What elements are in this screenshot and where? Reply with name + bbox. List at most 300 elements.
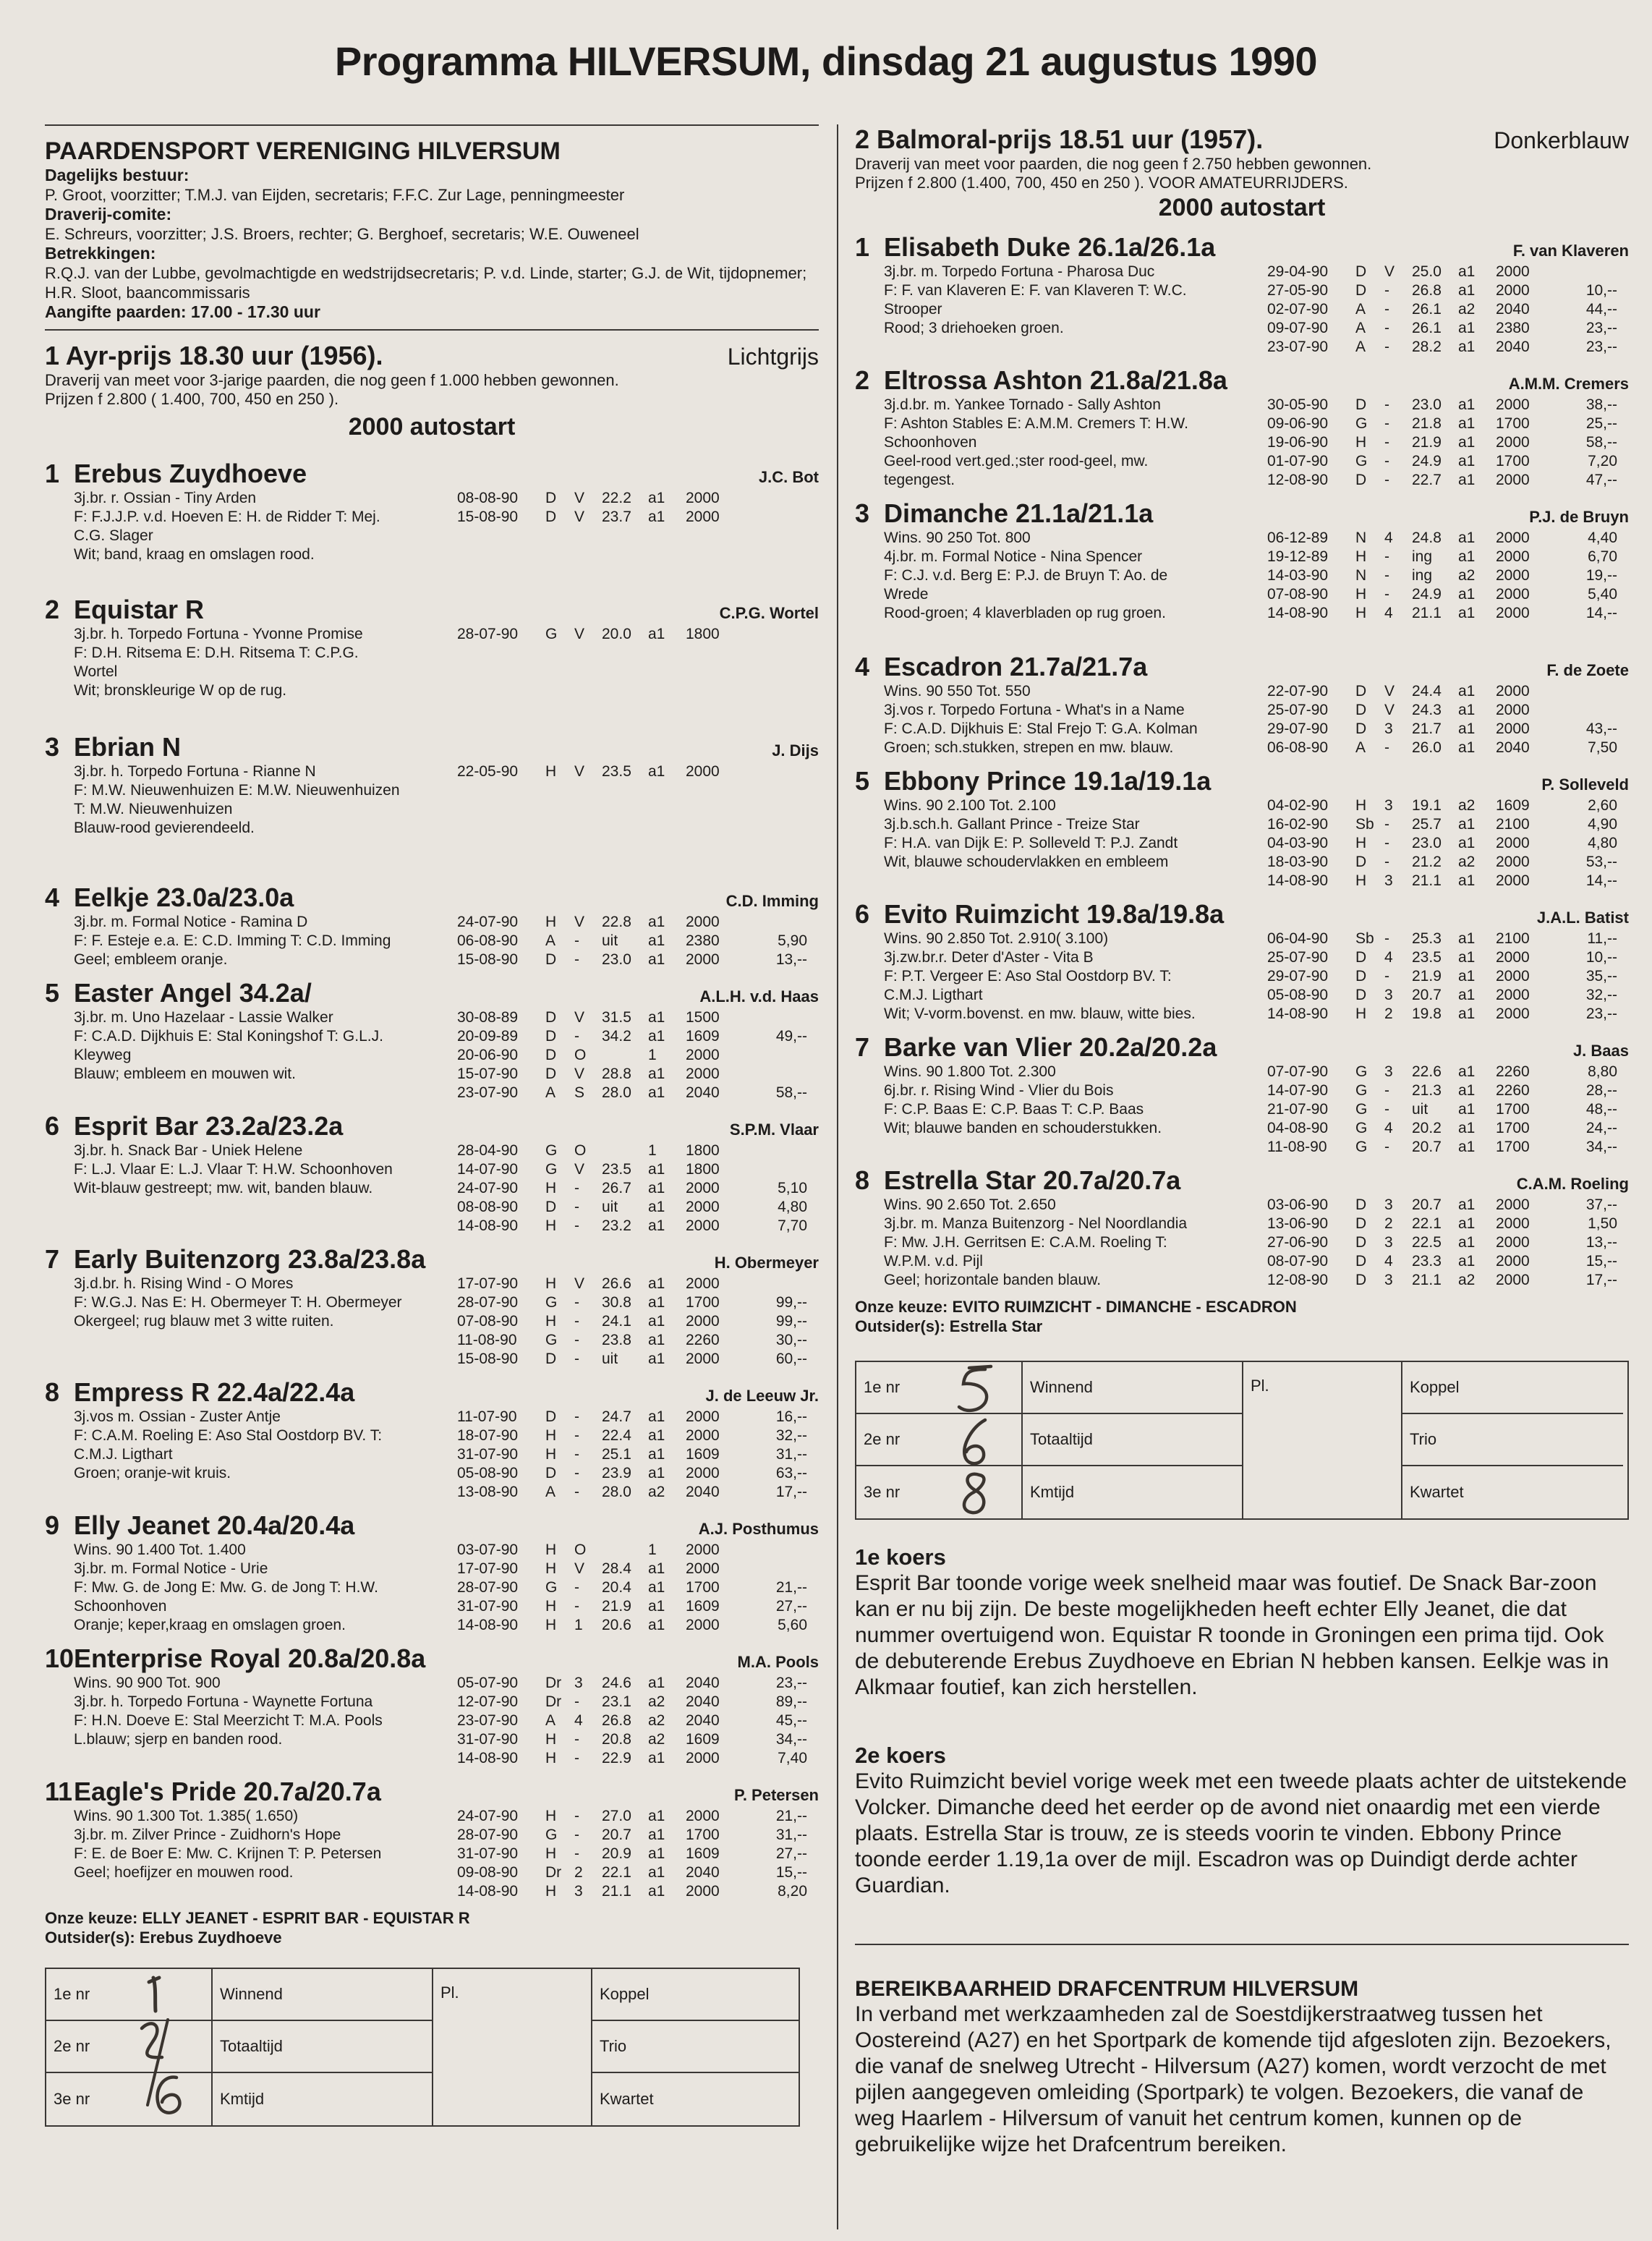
result-row <box>457 1882 819 1901</box>
horse-driver: M.A. Pools <box>737 1653 819 1671</box>
result-position: 3 <box>1384 1234 1393 1251</box>
result-prize: 4,80 <box>1588 835 1617 851</box>
result-track: D <box>1355 1215 1367 1232</box>
result-class: a1 <box>1458 720 1476 737</box>
result-time: 25.0 <box>1412 263 1442 280</box>
result-position: - <box>574 951 579 968</box>
result-track: D <box>1355 854 1367 870</box>
result-class: a1 <box>648 1598 665 1615</box>
horse-name <box>45 1777 381 1807</box>
result-track: D <box>1355 472 1367 488</box>
result-date: 31-07-90 <box>457 1845 519 1862</box>
result-row <box>457 1426 819 1445</box>
horse-header <box>45 883 819 913</box>
result-distance: 2000 <box>1496 872 1530 889</box>
result-time: 27.0 <box>602 1808 631 1824</box>
result-prize <box>742 1541 807 1560</box>
result-row <box>1267 701 1629 720</box>
result-position: V <box>574 509 585 525</box>
horse-info-line: Strooper <box>884 301 942 318</box>
result-date: 22-07-90 <box>1267 683 1329 699</box>
result-date: 12-07-90 <box>457 1693 519 1710</box>
result-track: D <box>545 1047 557 1063</box>
horse-entry <box>45 732 819 838</box>
result-row <box>1267 1100 1629 1119</box>
prediction <box>855 1297 1629 1336</box>
result-class: a1 <box>648 1446 665 1463</box>
horse-body <box>45 1408 819 1502</box>
result-date: 31-07-90 <box>457 1446 519 1463</box>
result-prize: 4,90 <box>1588 816 1617 833</box>
result-track: N <box>1355 567 1367 584</box>
result-prize: 11,-- <box>1587 930 1617 947</box>
result-class: a1 <box>1458 415 1476 432</box>
result-prize: 16,-- <box>775 1408 807 1425</box>
horse-info-line: Schoonhoven <box>884 434 977 451</box>
result-row <box>457 913 819 932</box>
result-class: 1 <box>648 1047 657 1063</box>
result-time: 22.6 <box>1412 1063 1442 1080</box>
horse-info <box>45 489 457 564</box>
result-track: G <box>1355 453 1368 469</box>
result-distance: 2000 <box>686 1408 720 1425</box>
race-1 <box>45 341 819 2127</box>
bet-row-label: 1e nr <box>46 1969 213 2021</box>
result-class: a1 <box>648 1313 665 1330</box>
horse-info-line: F: C.A.D. Dijkhuis E: Stal Frejo T: G.A. Kolman <box>884 720 1198 737</box>
horse-info-line: F: H.A. van Dijk E: P. Solleveld T: P.J. Zandt <box>884 835 1178 851</box>
result-time <box>602 1541 648 1560</box>
result-track: H <box>545 1750 557 1766</box>
horse-driver: P. Solleveld <box>1541 775 1629 794</box>
result-distance: 2000 <box>1496 835 1530 851</box>
horse-number: 10 <box>45 1643 74 1673</box>
result-class: a1 <box>1458 683 1476 699</box>
result-prize: 53,-- <box>1585 854 1617 870</box>
result-class: a1 <box>1458 586 1476 603</box>
result-row <box>457 1408 819 1426</box>
result-time: 22.7 <box>1412 472 1442 488</box>
onze-keuze: Onze keuze: EVITO RUIMZICHT - DIMANCHE - ESCADRON <box>855 1298 1297 1316</box>
result-track: G <box>1355 1101 1368 1118</box>
org-section-heading: Betrekkingen: <box>45 244 156 263</box>
result-time: 20.0 <box>602 626 631 642</box>
result-date: 03-07-90 <box>457 1542 519 1558</box>
result-time: uit <box>602 932 618 949</box>
result-row <box>457 1541 819 1560</box>
result-prize: 89,-- <box>775 1693 807 1710</box>
result-position: 2 <box>574 1864 583 1881</box>
result-date: 06-08-90 <box>457 932 519 949</box>
result-time: 21.9 <box>1412 434 1442 451</box>
result-date: 03-06-90 <box>1267 1196 1329 1213</box>
result-class: a1 <box>648 1883 665 1900</box>
result-distance: 1700 <box>1496 453 1530 469</box>
result-class: a1 <box>648 490 665 506</box>
result-date: 14-07-90 <box>1267 1082 1329 1099</box>
horse-entry <box>45 595 819 700</box>
horse-header <box>45 978 819 1008</box>
horse-header <box>45 1111 819 1141</box>
result-track: D <box>1355 949 1367 966</box>
result-track: Sb <box>1355 816 1374 833</box>
result-date: 15-08-90 <box>457 509 519 525</box>
bet-trio: Trio <box>1402 1414 1623 1466</box>
horse-info-line: 3j.br. m. Formal Notice - Urie <box>74 1560 268 1577</box>
result-class: a1 <box>1458 1253 1476 1270</box>
horse-title: Early Buitenzorg 23.8a/23.8a <box>74 1244 426 1274</box>
result-time: 20.7 <box>1412 987 1442 1003</box>
result-track: A <box>1355 739 1366 756</box>
result-distance: 2040 <box>686 1864 720 1881</box>
horse-driver: F. van Klaveren <box>1512 242 1629 260</box>
result-distance: 2260 <box>686 1332 720 1348</box>
result-distance: 1609 <box>686 1446 720 1463</box>
result-track: Dr <box>545 1675 562 1691</box>
result-row <box>457 1217 819 1236</box>
horse-info-line: F: F.J.J.P. v.d. Hoeven E: H. de Ridder T: Mej. <box>74 509 380 525</box>
horse-name <box>855 365 1227 396</box>
result-distance: 2000 <box>686 763 720 780</box>
result-row <box>457 1027 819 1046</box>
result-prize: 27,-- <box>775 1845 807 1862</box>
result-date: 02-07-90 <box>1267 301 1329 318</box>
horse-info-line: L.blauw; sjerp en banden rood. <box>74 1731 283 1748</box>
result-class: a1 <box>648 1009 665 1026</box>
result-track: D <box>545 1465 557 1481</box>
result-row <box>1267 414 1629 433</box>
horse-body <box>855 1063 1629 1157</box>
horse-info-line: W.P.M. v.d. Pijl <box>884 1253 983 1270</box>
result-track: G <box>545 1161 558 1178</box>
result-row <box>1267 548 1629 566</box>
result-class: a2 <box>1458 1272 1476 1288</box>
horse-info-line: 6j.br. r. Rising Wind - Vlier du Bois <box>884 1082 1114 1099</box>
horse-body <box>855 930 1629 1024</box>
result-track: D <box>1355 1196 1367 1213</box>
result-track: G <box>545 1579 558 1596</box>
result-row <box>1267 300 1629 319</box>
result-track: D <box>545 1408 557 1425</box>
result-distance: 2000 <box>686 490 720 506</box>
bet-totaaltijd: Totaaltijd <box>213 2021 433 2073</box>
result-row <box>457 951 819 969</box>
result-row <box>1267 1233 1629 1252</box>
result-time: 22.9 <box>602 1750 631 1766</box>
result-time: 21.1 <box>1412 872 1442 889</box>
result-distance: 1500 <box>686 1009 720 1026</box>
result-time: 26.6 <box>602 1275 631 1292</box>
race-color: Lichtgrijs <box>727 344 819 370</box>
result-time: ing <box>1412 567 1433 584</box>
result-prize: 15,-- <box>775 1864 807 1881</box>
result-time: 24.7 <box>602 1408 631 1425</box>
result-date: 24-07-90 <box>457 1180 519 1196</box>
result-distance: 2000 <box>686 951 720 968</box>
result-track: H <box>1355 835 1367 851</box>
result-position: 3 <box>574 1883 583 1900</box>
result-time: 20.7 <box>1412 1139 1442 1155</box>
result-date: 04-02-90 <box>1267 797 1329 814</box>
result-prize: 10,-- <box>1585 282 1617 299</box>
result-class: a1 <box>648 1028 665 1045</box>
result-row <box>457 1160 819 1179</box>
result-time: 28.4 <box>602 1560 631 1577</box>
result-time: 22.8 <box>602 914 631 930</box>
horse-info-line: T: M.W. Nieuwenhuizen <box>74 801 233 817</box>
result-date: 29-07-90 <box>1267 968 1329 985</box>
result-track: H <box>545 1542 557 1558</box>
result-track: H <box>545 1617 557 1633</box>
horse-info-line: Geel; horizontale banden blauw. <box>884 1272 1102 1288</box>
horse-entry <box>855 899 1629 1024</box>
horse-body <box>45 1674 819 1768</box>
result-position: - <box>574 1294 579 1311</box>
result-prize: 5,10 <box>778 1180 807 1196</box>
result-prize: 32,-- <box>775 1427 807 1444</box>
result-time: 24.9 <box>1412 586 1442 603</box>
result-class: a1 <box>648 1161 665 1178</box>
result-position: - <box>574 1465 579 1481</box>
result-time: 25.3 <box>1412 930 1442 947</box>
horse-info <box>855 1063 1267 1157</box>
bet-pl: Pl. <box>1243 1362 1402 1518</box>
result-class: a1 <box>648 1332 665 1348</box>
result-class: a1 <box>648 1827 665 1843</box>
horse-info-line: Geel; hoefijzer en mouwen rood. <box>74 1864 294 1881</box>
result-distance: 2000 <box>1496 1196 1530 1213</box>
horse-header <box>45 1377 819 1408</box>
horse-results <box>457 1008 819 1102</box>
result-prize: 17,-- <box>1585 1272 1617 1288</box>
result-position: S <box>574 1084 585 1101</box>
result-row <box>1267 796 1629 815</box>
result-prize: 21,-- <box>775 1579 807 1596</box>
result-track: D <box>1355 987 1367 1003</box>
result-track: D <box>1355 683 1367 699</box>
result-date: 24-07-90 <box>457 1808 519 1824</box>
result-time: 28.8 <box>602 1066 631 1082</box>
horse-info-line: 3j.b.sch.h. Gallant Prince - Treize Star <box>884 816 1140 833</box>
bet-koppel: Koppel <box>592 1969 799 2021</box>
result-prize <box>742 1275 807 1293</box>
horse-body <box>45 1275 819 1369</box>
result-track: A <box>1355 301 1366 318</box>
horse-results <box>1267 796 1629 890</box>
result-row <box>1267 853 1629 872</box>
result-track: H <box>1355 797 1367 814</box>
horse-entry <box>855 498 1629 623</box>
koers-2 <box>855 1743 1629 1899</box>
outsider: Outsider(s): Estrella Star <box>855 1317 1043 1335</box>
org-section-text: P. Groot, voorzitter; T.M.J. van Eijden, secretaris; F.F.C. Zur Lage, penningmeester <box>45 186 625 204</box>
result-position: 4 <box>1384 605 1393 621</box>
horse-entry <box>45 1510 819 1635</box>
result-position: - <box>1384 434 1389 451</box>
horse-header <box>855 365 1629 396</box>
result-time: 25.1 <box>602 1446 631 1463</box>
result-time: 21.9 <box>1412 968 1442 985</box>
result-position: - <box>574 1313 579 1330</box>
result-row <box>457 1578 819 1597</box>
result-track: D <box>545 951 557 968</box>
result-position: 3 <box>1384 1063 1393 1080</box>
result-date: 22-05-90 <box>457 763 519 780</box>
horse-info-line: Wit, blauwe schoudervlakken en embleem <box>884 854 1169 870</box>
horse-info <box>45 1674 457 1768</box>
result-class: a1 <box>648 1750 665 1766</box>
horse-header <box>45 595 819 625</box>
result-date: 25-07-90 <box>1267 702 1329 718</box>
result-position: - <box>1384 1082 1389 1099</box>
result-prize: 10,-- <box>1585 949 1617 966</box>
result-row <box>457 1863 819 1882</box>
result-class: a1 <box>648 1217 665 1234</box>
result-track: H <box>1355 548 1367 565</box>
result-class: a1 <box>648 1579 665 1596</box>
result-distance: 1700 <box>1496 1101 1530 1118</box>
horse-info-line: 3j.br. h. Snack Bar - Uniek Helene <box>74 1142 303 1159</box>
horse-title: Esprit Bar 23.2a/23.2a <box>74 1111 344 1141</box>
horse-info-line: 3j.vos r. Torpedo Fortuna - What's in a Name <box>884 702 1185 718</box>
horse-info-line: Wortel <box>74 663 118 680</box>
result-distance: 2000 <box>1496 1234 1530 1251</box>
horse-body <box>855 682 1629 757</box>
result-position: - <box>574 1028 579 1045</box>
horse-info-line: 3j.br. h. Torpedo Fortuna - Yvonne Promise <box>74 626 363 642</box>
result-class: a1 <box>1458 472 1476 488</box>
result-track: D <box>545 1351 557 1367</box>
result-distance: 1700 <box>686 1294 720 1311</box>
result-track: H <box>545 1180 557 1196</box>
bet-kmtijd: Kmtijd <box>213 2073 433 2125</box>
horse-info <box>855 682 1267 757</box>
result-row <box>457 1065 819 1084</box>
result-prize: 1,50 <box>1588 1215 1617 1232</box>
horse-info <box>855 796 1267 890</box>
result-row <box>1267 720 1629 739</box>
result-track: G <box>545 626 558 642</box>
result-class: a1 <box>648 1675 665 1691</box>
result-date: 04-03-90 <box>1267 835 1329 851</box>
result-date: 17-07-90 <box>457 1275 519 1292</box>
result-prize: 38,-- <box>1585 396 1617 413</box>
bet-row-label: 3e nr <box>46 2073 213 2125</box>
result-distance: 2380 <box>1496 320 1530 336</box>
result-time: 23.9 <box>602 1465 631 1481</box>
result-track: D <box>545 1199 557 1215</box>
horse-name <box>855 232 1215 263</box>
result-time: 24.9 <box>1412 453 1442 469</box>
horse-info-line: Geel-rood vert.ged.;ster rood-geel, mw. <box>884 453 1149 469</box>
result-row <box>457 1445 819 1464</box>
result-prize: 8,20 <box>778 1883 807 1900</box>
horse-title: Estrella Star 20.7a/20.7a <box>884 1165 1181 1195</box>
horse-info <box>45 913 457 969</box>
result-row <box>1267 967 1629 986</box>
result-position: - <box>574 1750 579 1766</box>
result-prize: 2,60 <box>1588 797 1617 814</box>
horse-info-line: 3j.br. h. Torpedo Fortuna - Waynette Fortuna <box>74 1693 373 1710</box>
bet-kwartet: Kwartet <box>1410 1483 1464 1501</box>
result-prize: 23,-- <box>1585 339 1617 355</box>
result-class: 1 <box>648 1142 657 1159</box>
result-row <box>457 1312 819 1331</box>
horse-driver: H. Obermeyer <box>714 1254 819 1272</box>
result-class: a1 <box>648 1275 665 1292</box>
result-position: - <box>574 932 579 949</box>
horse-list <box>45 459 819 1901</box>
result-date: 08-07-90 <box>1267 1253 1329 1270</box>
horse-body <box>855 396 1629 490</box>
result-position: V <box>1384 263 1395 280</box>
horse-driver: J. de Leeuw Jr. <box>705 1387 819 1405</box>
result-time: 26.1 <box>1412 320 1442 336</box>
result-time: 23.5 <box>602 763 631 780</box>
horse-info <box>45 1541 457 1635</box>
result-prize: 30,-- <box>775 1332 807 1348</box>
horse-info-line: Groen; oranje-wit kruis. <box>74 1465 231 1481</box>
result-prize <box>742 1065 807 1084</box>
horse-driver: A.L.H. v.d. Haas <box>699 987 819 1005</box>
result-prize: 19,-- <box>1585 567 1617 584</box>
result-distance: 2000 <box>686 1180 720 1196</box>
result-track: G <box>1355 1120 1368 1136</box>
result-date: 25-07-90 <box>1267 949 1329 966</box>
result-date: 06-04-90 <box>1267 930 1329 947</box>
result-row <box>1267 1119 1629 1138</box>
result-class: a1 <box>648 1351 665 1367</box>
bet-row-label: 3e nr <box>856 1466 1023 1518</box>
result-position: - <box>574 1827 579 1843</box>
result-prize: 63,-- <box>775 1465 807 1481</box>
result-time: 28.0 <box>602 1084 631 1101</box>
result-track: H <box>545 1883 557 1900</box>
result-position: - <box>1384 586 1389 603</box>
result-date: 24-07-90 <box>457 914 519 930</box>
page-title: Programma HILVERSUM, dinsdag 21 augustus 1990 <box>334 38 1318 84</box>
result-class: a1 <box>1458 930 1476 947</box>
result-row <box>457 1807 819 1826</box>
result-class: a1 <box>1458 872 1476 889</box>
result-position: - <box>1384 930 1389 947</box>
result-distance: 2260 <box>1496 1082 1530 1099</box>
result-track: D <box>1355 1234 1367 1251</box>
result-track: H <box>1355 872 1367 889</box>
horse-name <box>45 459 307 489</box>
result-time <box>602 1046 648 1065</box>
horse-number: 2 <box>855 365 870 395</box>
horse-info-line: 4j.br. m. Formal Notice - Nina Spencer <box>884 548 1143 565</box>
result-row <box>1267 1271 1629 1290</box>
horse-body <box>855 263 1629 357</box>
bereik-title: BEREIKBAARHEID DRAFCENTRUM HILVERSUM <box>855 1977 1359 2001</box>
result-class: a1 <box>648 951 665 968</box>
result-class: a1 <box>1458 1063 1476 1080</box>
horse-driver: P.J. de Bruyn <box>1529 508 1629 526</box>
result-position: - <box>574 1808 579 1824</box>
org-title: PAARDENSPORT VERENIGING HILVERSUM <box>45 137 561 165</box>
koers-1 <box>855 1544 1629 1701</box>
result-date: 14-07-90 <box>457 1161 519 1178</box>
result-position: 3 <box>1384 1272 1393 1288</box>
result-track: D <box>1355 1253 1367 1270</box>
result-date: 14-08-90 <box>457 1883 519 1900</box>
result-class: a1 <box>1458 1082 1476 1099</box>
horse-name <box>855 766 1211 796</box>
onze-keuze: Onze keuze: ELLY JEANET - ESPRIT BAR - EQUISTAR R <box>45 1909 470 1927</box>
result-class: a1 <box>1458 1139 1476 1155</box>
